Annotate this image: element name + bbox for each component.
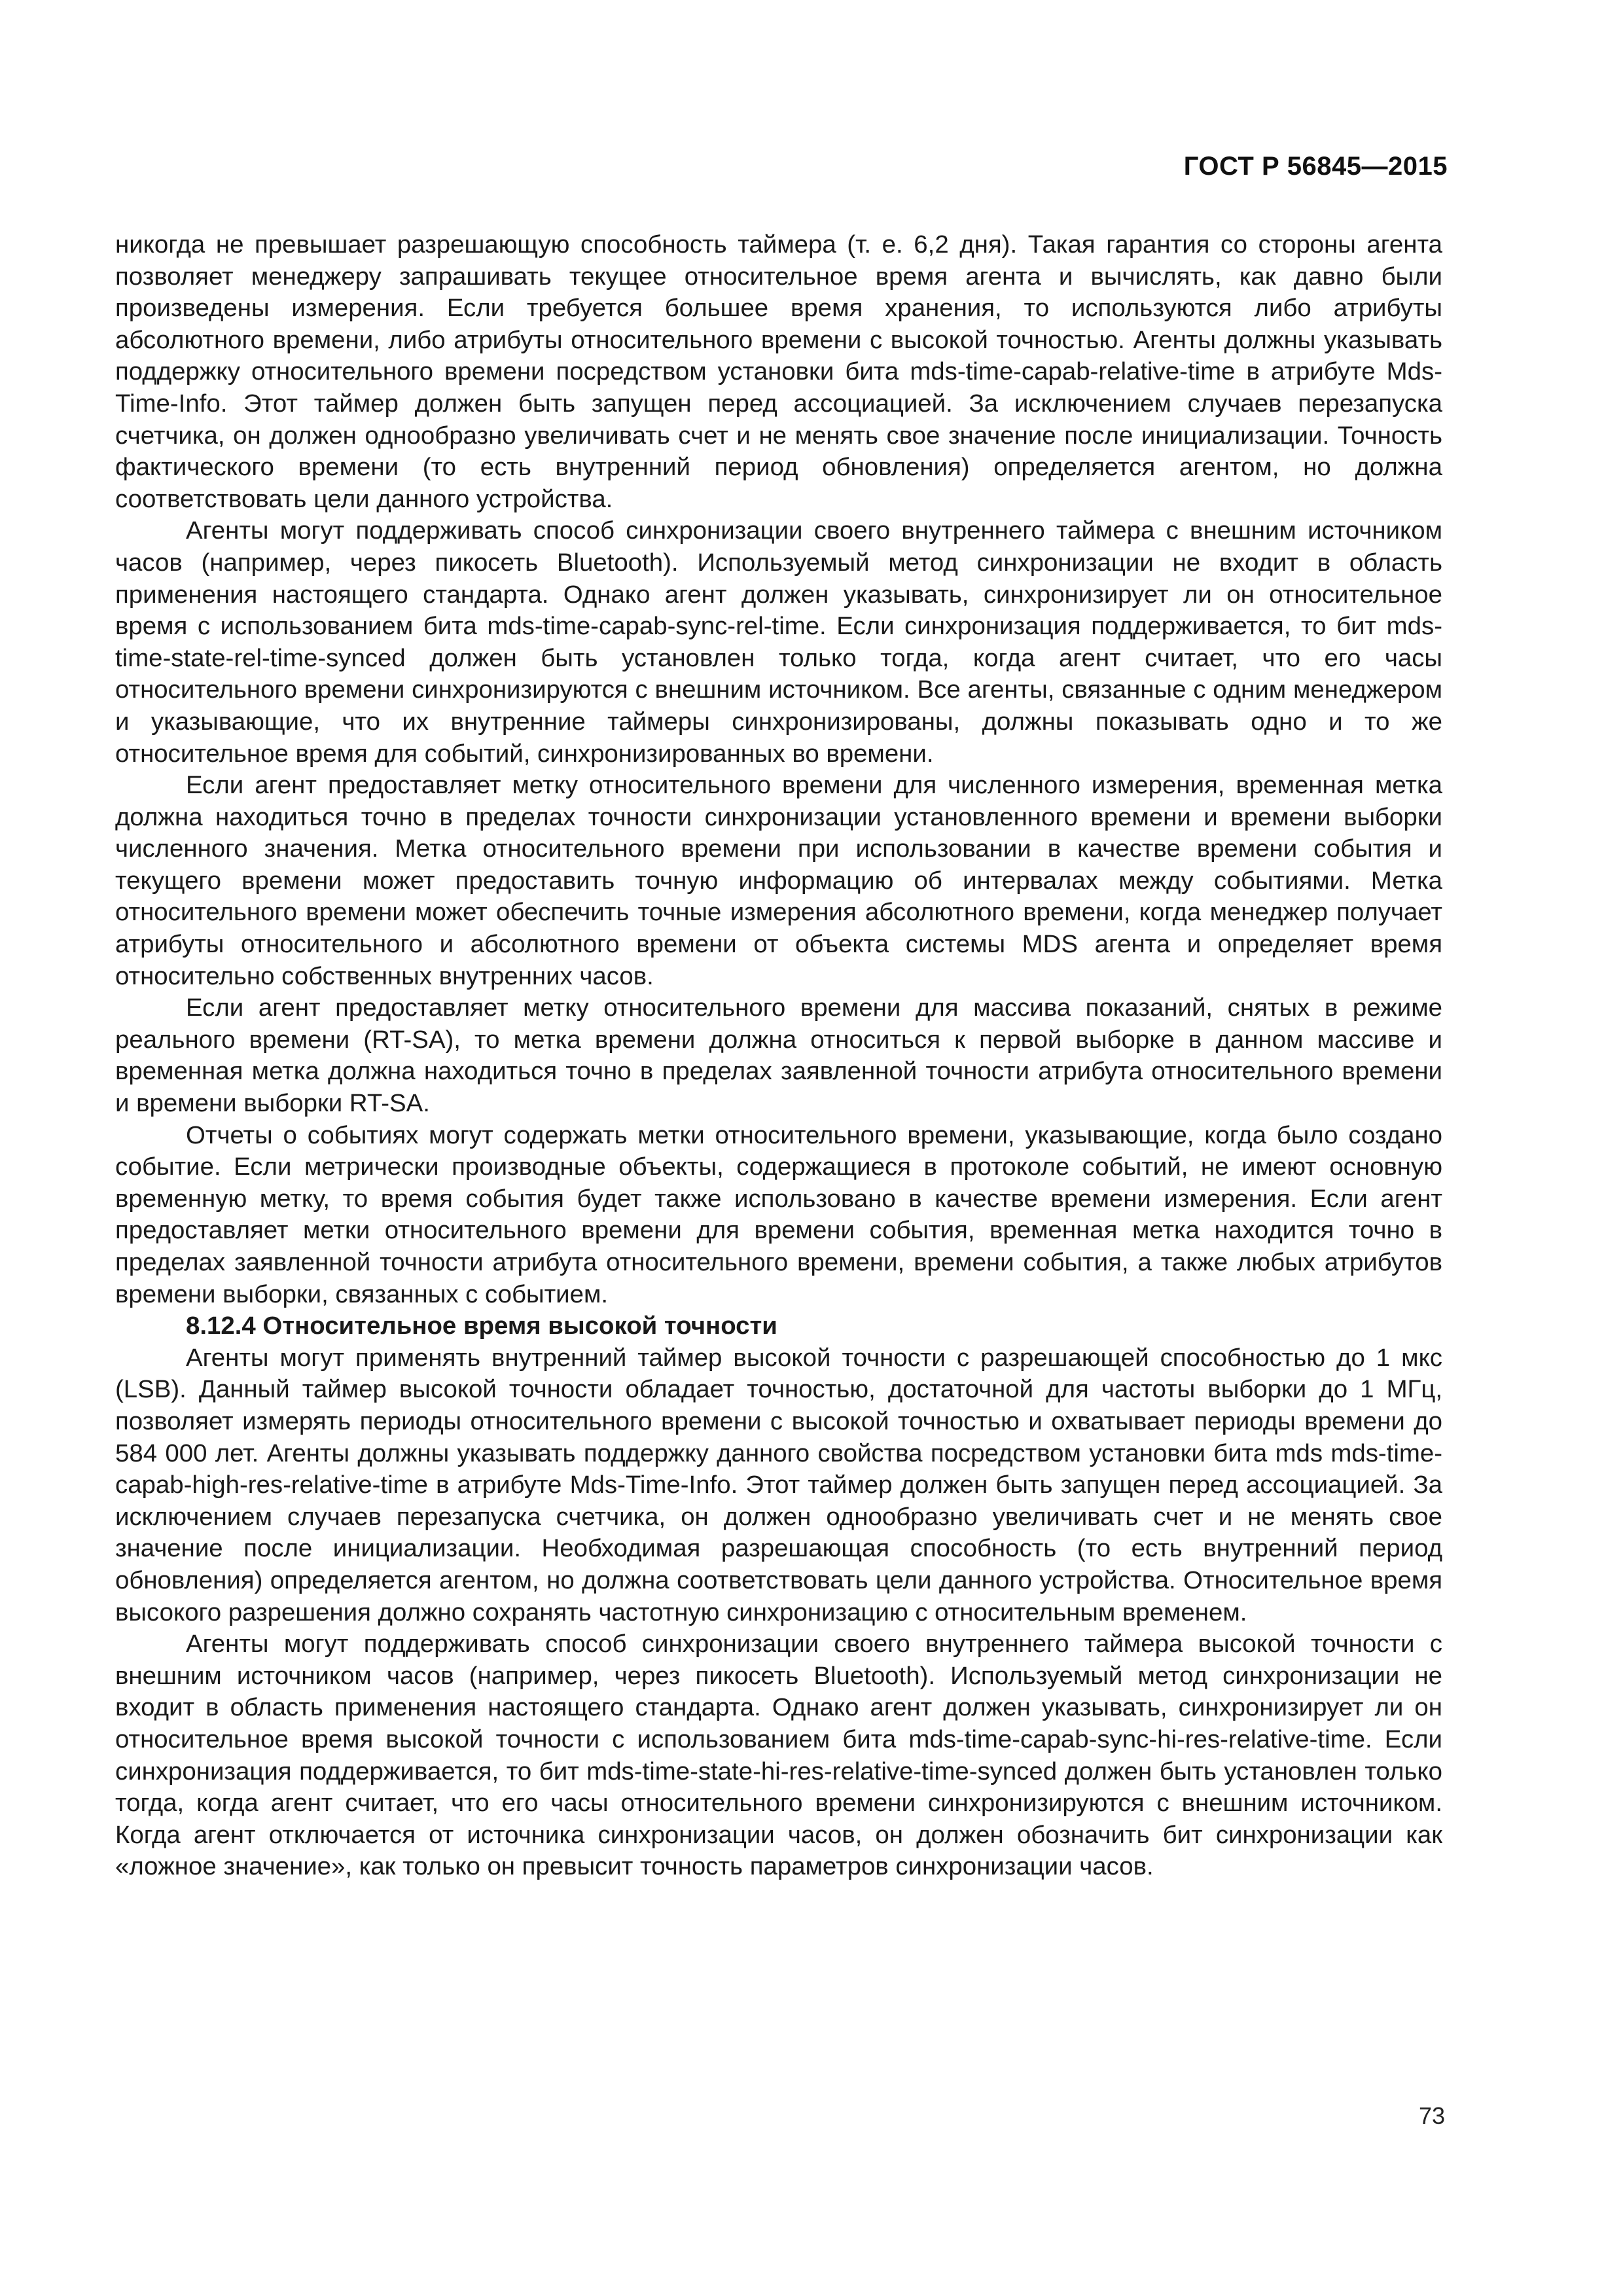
paragraph: Отчеты о событиях могут содержать метки относительного времени, указывающие, когда было создано событие. Если метрически производные объекты, содержащиеся в протоколе событий, не имеют основную временную метку, то время события будет также использовано в качестве времени измерения. Если агент предоставляет метки относительного времени для времени события, временная метка находится точно в пределах заявленной точности атрибута относительного времени, времени события, а также любых атрибутов времени выборки, связанных с событием.	[115, 1121, 1442, 1308]
section-heading: 8.12.4 Относительное время высокой точности	[186, 1312, 777, 1340]
paragraph: Если агент предоставляет метку относительного времени для массива показаний, снятых в режиме реального времени (RT-SA), то метка времени должна относиться к первой выборке в данном массиве и временная метка должна находиться точно в пределах заявленной точности атрибута относительного времени и времени выборки RT-SA.	[115, 994, 1442, 1118]
paragraph: Агенты могут поддерживать способ синхронизации своего внутреннего таймера с внешним источником часов (например, через пикосеть Bluetooth). Используемый метод синхронизации не входит в область применения настоящего стандарта. Однако агент должен указывать, синхронизирует ли он относительное время с использованием бита mds-time-capab-sync-rel-time. Если синхронизация поддерживается, то бит mds-time-state-rel-time-synced должен быть установлен только тогда, когда агент считает, что его часы относительного времени синхронизируются с внешним источником. Все агенты, связанные с одним менеджером и указывающие, что их внутренние таймеры синхронизированы, должны показывать одно и то же относительное время для событий, синхронизированных во времени.	[115, 516, 1442, 768]
paragraph: Если агент предоставляет метку относительного времени для численного измерения, временная метка должна находиться точно в пределах точности синхронизации установленного времени и времени выборки численного значения. Метка относительного времени при использовании в качестве времени события и текущего времени может предоставить точную информацию об интервалах между событиями. Метка относительного времени может обеспечить точные измерения абсолютного времени, когда менеджер получает атрибуты относительного и абсолютного времени от объекта системы MDS агента и определяет время относительно собственных внутренних часов.	[115, 771, 1442, 990]
paragraph: Агенты могут поддерживать способ синхронизации своего внутреннего таймера высокой точности с внешним источником часов (например, через пикосеть Bluetooth). Используемый метод синхронизации не входит в область применения настоящего стандарта. Однако агент должен указывать, синхронизирует ли он относительное время высокой точности с использованием бита mds-time-capab-sync-hi-res-relative-time. Если синхронизация поддерживается, то бит mds-time-state-hi-res-relative-time-synced должен быть установлен только тогда, когда агент считает, что его часы относительного времени синхронизируются с внешним источником. Когда агент отключается от источника синхронизации часов, он должен обозначить бит синхронизации как «ложное значение», как только он превысит точность параметров синхронизации часов.	[115, 1630, 1442, 1881]
page-number: 73	[1418, 2102, 1445, 2129]
paragraph: Агенты могут применять внутренний таймер высокой точности с разрешающей способностью до 1 мкс (LSB). Данный таймер высокой точности обладает точностью, достаточной для частоты выборки до 1 МГц, позволяет измерять периоды относительного времени с высокой точностью и охватывает периоды времени до 584 000 лет. Агенты должны указывать поддержку данного свойства посредством установки бита mds mds-time-capab-high-res-relative-time в атрибуте Mds-Time-Info. Этот таймер должен быть запущен перед ассоциацией. За исключением случаев перезапуска счетчика, он должен однообразно увеличивать счет и не менять свое значение после инициализации. Необходимая разрешающая способность (то есть внутренний период обновления) определяется агентом, но должна соответствовать цели данного устройства. Относительное время высокого разрешения должно сохранять частотную синхронизацию с относительным временем.	[115, 1343, 1442, 1626]
paragraph-continuation: никогда не превышает разрешающую способность таймера (т. е. 6,2 дня). Такая гарантия со стороны агента позволяет менеджеру запрашивать текущее относительное время агента и вычислять, как давно были произведены измерения. Если требуется большее время хранения, то используются либо атрибуты абсолютного времени, либо атрибуты относительного времени с высокой точностью. Агенты должны указывать поддержку относительного времени посредством установки бита mds-time-capab-relative-time в атрибуте Mds-Time-Info. Этот таймер должен быть запущен перед ассоциацией. За исключением случаев перезапуска счетчика, он должен однообразно увеличивать счет и не менять свое значение после инициализации. Точность фактического времени (то есть внутренний период обновления) определяется агентом, но должна соответствовать цели данного устройства.	[115, 230, 1442, 513]
standard-designation: ГОСТ Р 56845—2015	[1183, 152, 1448, 181]
body-text	[115, 229, 1442, 1883]
